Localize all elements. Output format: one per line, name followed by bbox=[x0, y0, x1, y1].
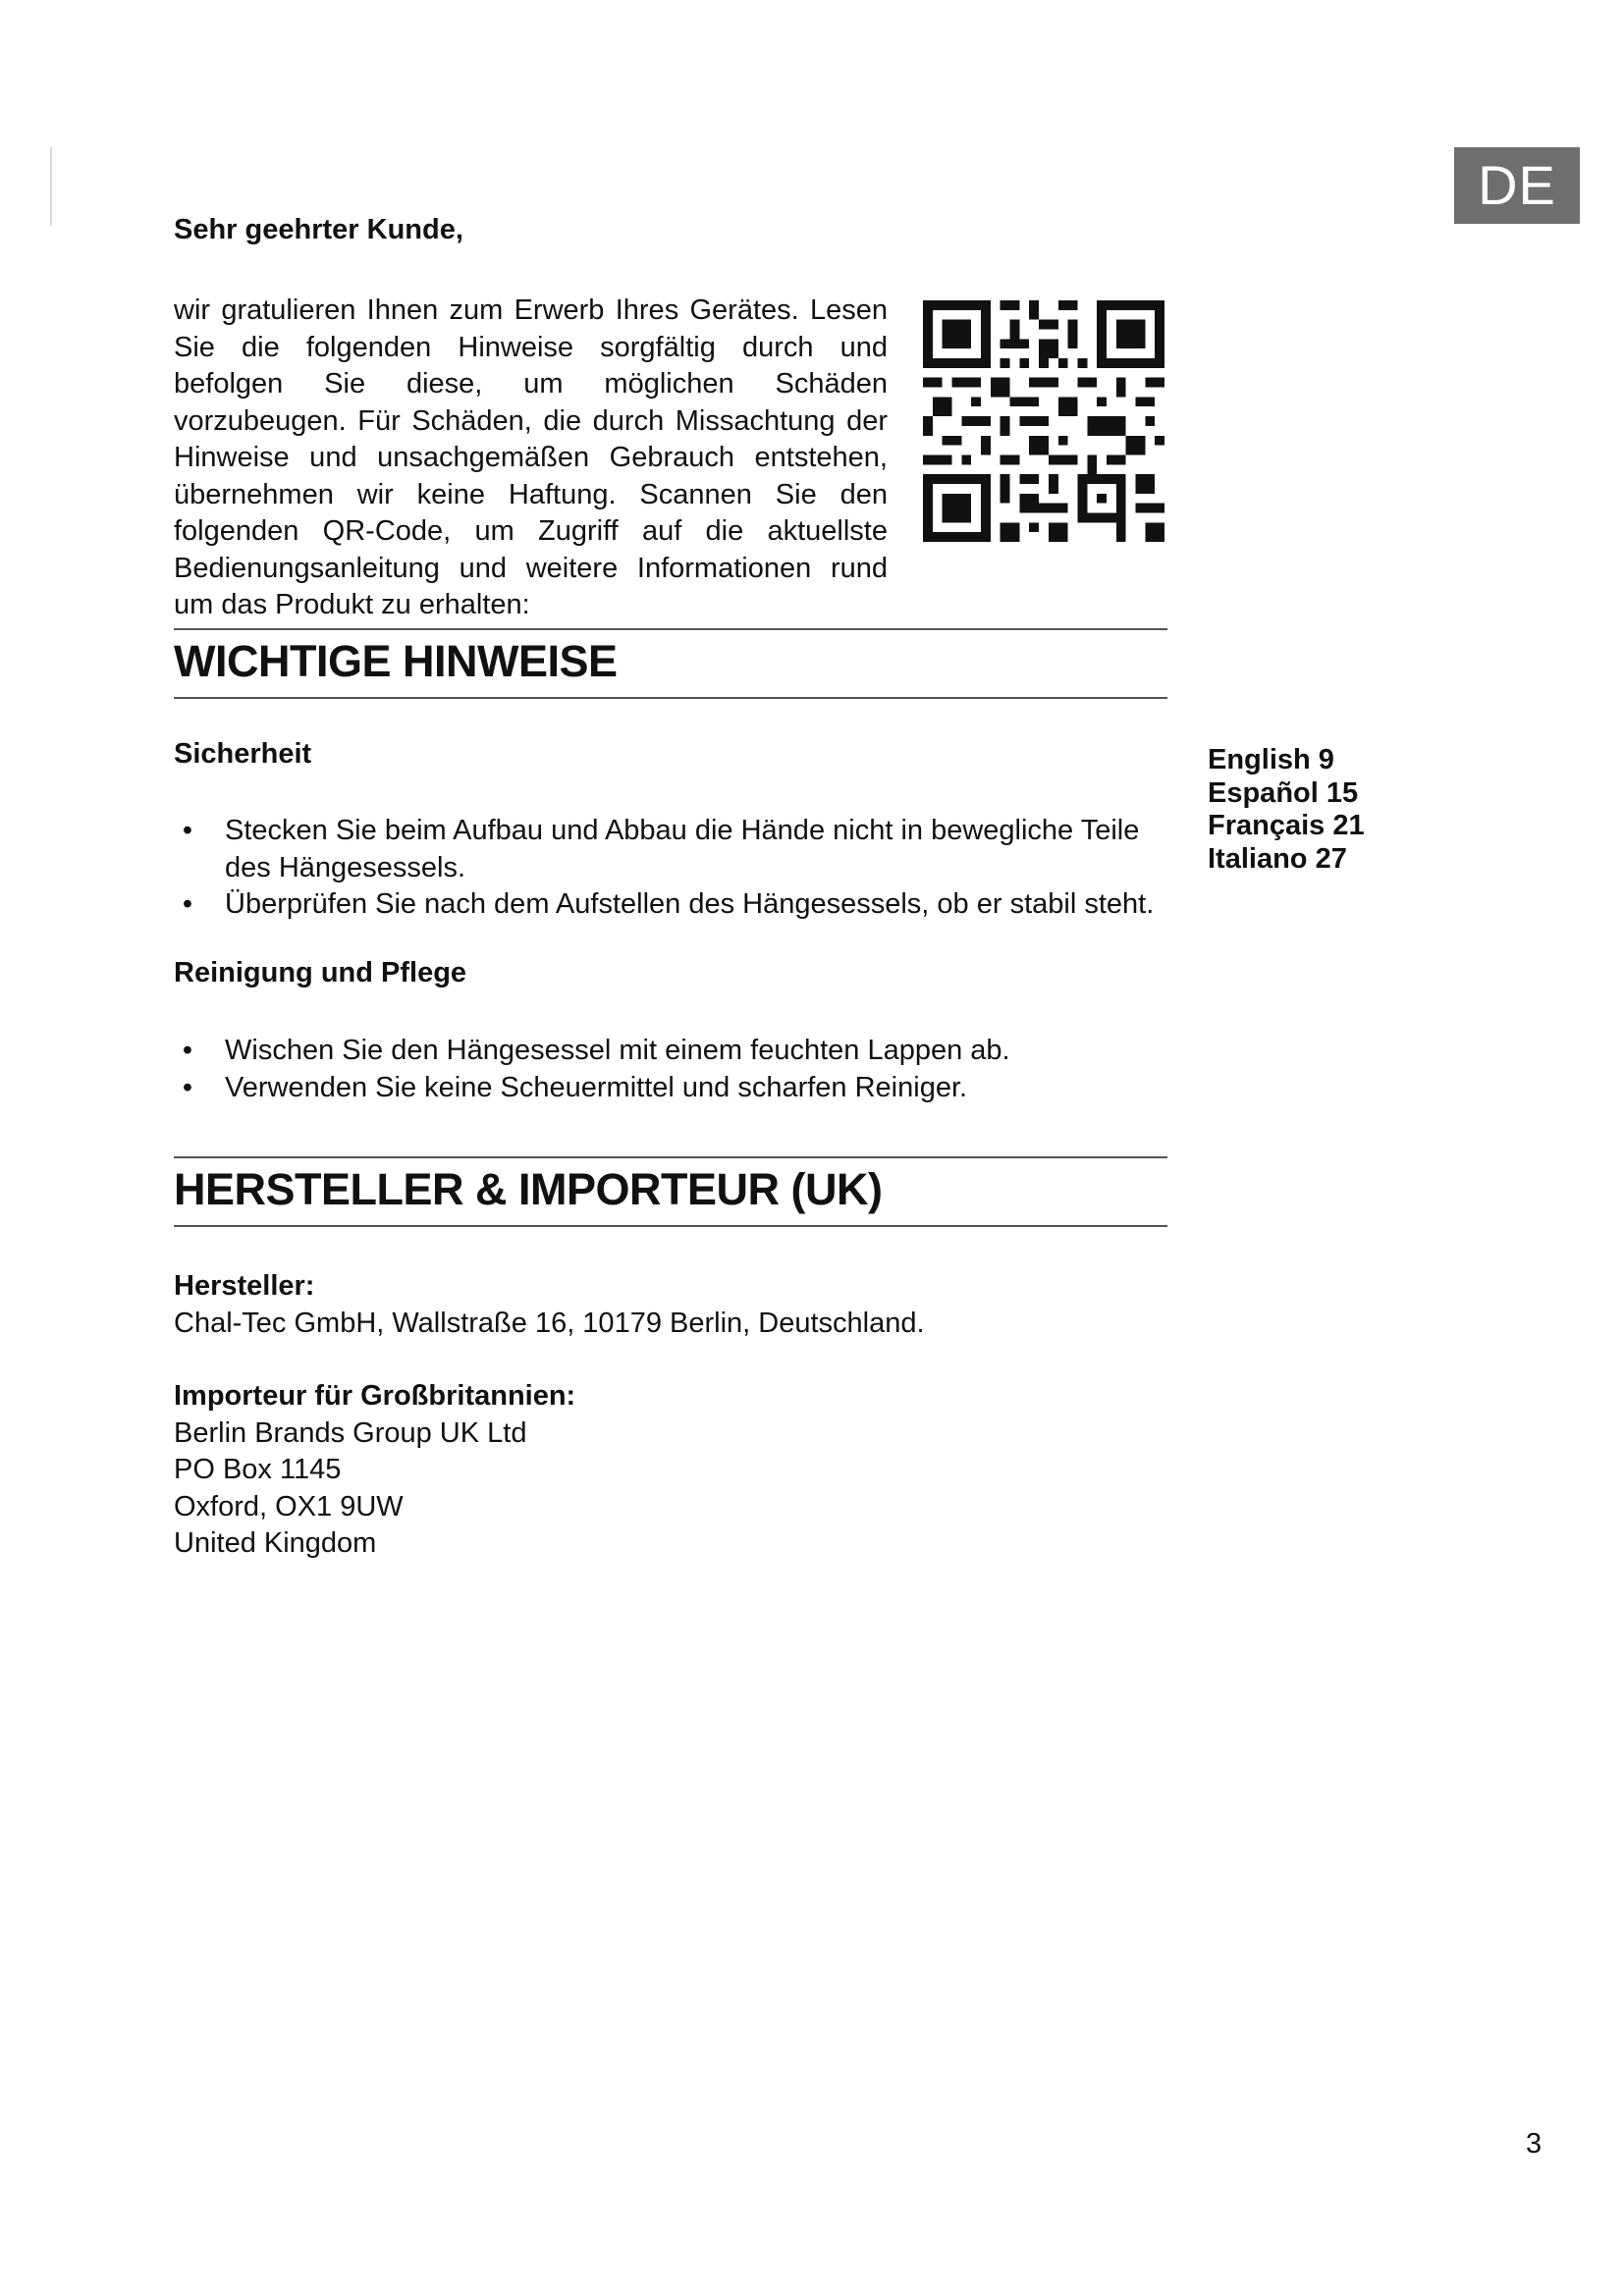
section-rule-top bbox=[174, 1156, 1167, 1158]
section-title-manufacturer: HERSTELLER & IMPORTEUR (UK) bbox=[174, 1164, 883, 1214]
importer-label: Importeur für Großbritannien: bbox=[174, 1380, 576, 1412]
subheading-safety: Sicherheit bbox=[174, 738, 312, 770]
language-link[interactable]: Español 15 bbox=[1208, 776, 1359, 809]
language-tab: DE bbox=[1454, 147, 1580, 224]
list-item: • Verwenden Sie keine Scheuermittel und scharfen Reiniger. bbox=[174, 1070, 1165, 1107]
list-item: • Überprüfen Sie nach dem Aufstellen des Hängesessels, ob er stabil steht. bbox=[174, 886, 1165, 924]
language-index bbox=[1208, 744, 1365, 876]
importer-line: Oxford, OX1 9UW bbox=[174, 1490, 404, 1522]
language-link[interactable]: Italiano 27 bbox=[1208, 842, 1347, 875]
manufacturer-block bbox=[174, 1268, 925, 1342]
safety-list bbox=[174, 813, 1165, 924]
importer-line: United Kingdom bbox=[174, 1527, 377, 1559]
margin-marker bbox=[50, 147, 52, 226]
language-link[interactable]: Français 21 bbox=[1208, 810, 1365, 841]
importer-block bbox=[174, 1378, 575, 1563]
qr-finder-top-right bbox=[1097, 300, 1164, 368]
intro-paragraph: wir gratulieren Ihnen zum Erwerb Ihres Gerätes. Lesen Sie die folgenden Hinweise sorgfältig durch und befolgen Sie diese, um möglichen Schäden vorzubeugen. Für Schäden, die durch Missachtung der Hinweise und unsachgemäßen Gebrauch entstehen, übernehmen wir keine Haftung. Scannen Sie den folgenden QR-Code, um Zugriff auf die aktuellste Bedienungsanleitung und weitere Informationen rund um das Produkt zu erhalten: bbox=[174, 294, 888, 620]
section-rule-bottom bbox=[174, 1225, 1167, 1227]
manufacturer-label: Hersteller: bbox=[174, 1270, 315, 1302]
section-title-important: WICHTIGE HINWEISE bbox=[174, 636, 618, 686]
page-number: 3 bbox=[1526, 2128, 1543, 2160]
greeting: Sehr geehrter Kunde, bbox=[174, 214, 463, 245]
list-item: • Wischen Sie den Hängesessel mit einem feuchten Lappen ab. bbox=[174, 1033, 1165, 1070]
list-item: • Stecken Sie beim Aufbau und Abbau die Hände nicht in bewegliche Teile des Hängesessels. bbox=[174, 813, 1165, 886]
section-rule-bottom bbox=[174, 697, 1167, 699]
importer-line: PO Box 1145 bbox=[174, 1454, 342, 1485]
qr-finder-bottom-left bbox=[923, 474, 991, 542]
importer-line: Berlin Brands Group UK Ltd bbox=[174, 1416, 527, 1449]
manufacturer-address: Chal-Tec GmbH, Wallstraße 16, 10179 Berlin, Deutschland. bbox=[174, 1307, 925, 1339]
care-list bbox=[174, 1033, 1165, 1106]
subheading-care: Reinigung und Pflege bbox=[174, 957, 467, 988]
section-rule-top bbox=[174, 628, 1167, 630]
qr-finder-top-left bbox=[923, 300, 991, 368]
qr-code[interactable] bbox=[923, 300, 1164, 542]
language-link[interactable]: English 9 bbox=[1208, 744, 1334, 775]
